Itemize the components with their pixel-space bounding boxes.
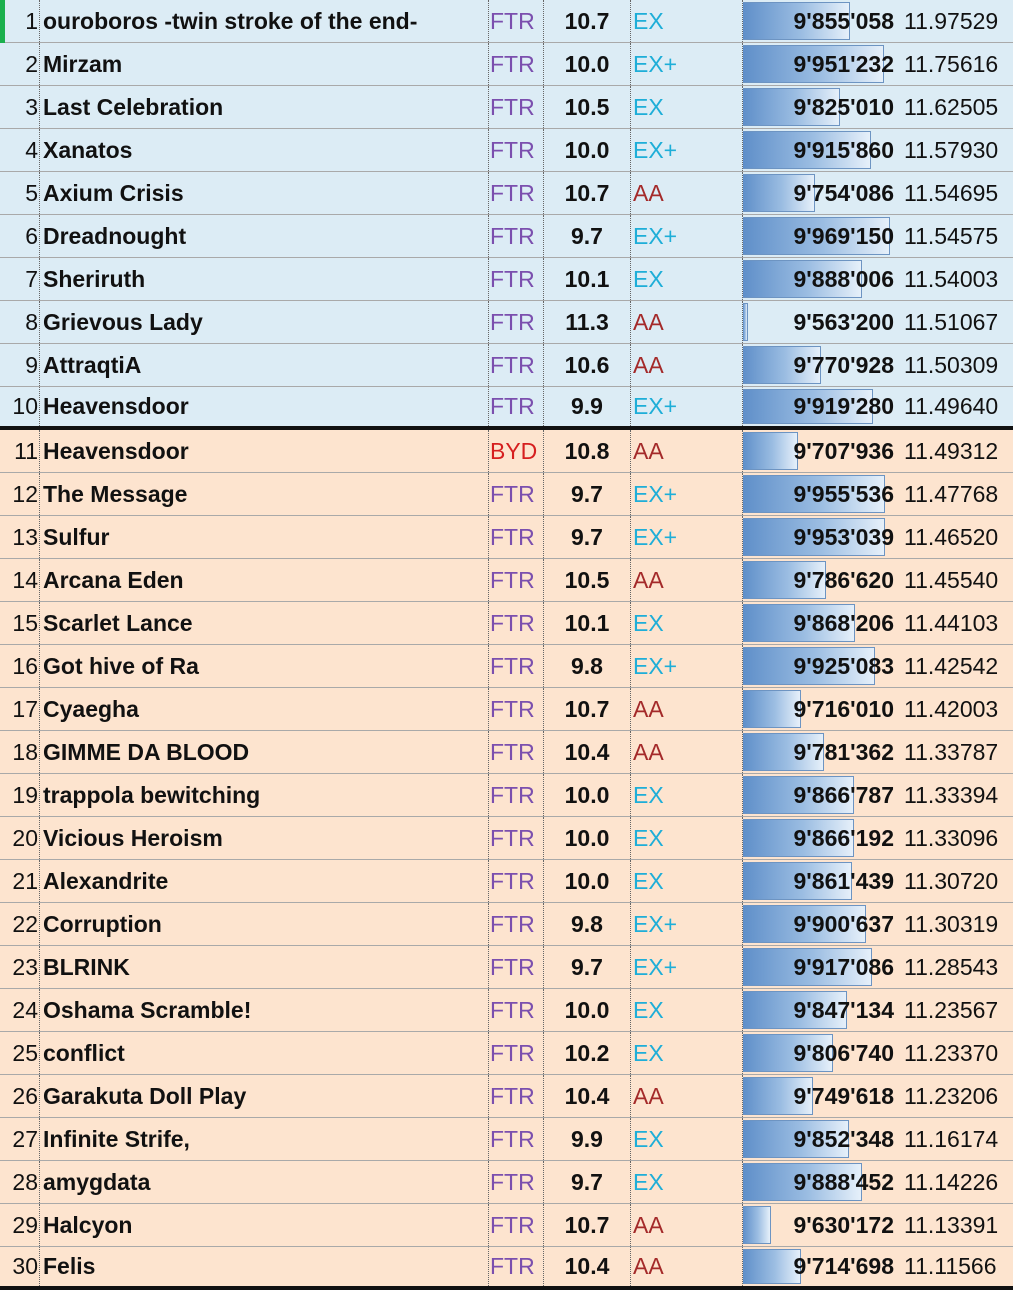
score-value: 9'630'172 <box>793 1211 894 1238</box>
difficulty-cell[interactable]: FTR <box>489 645 544 687</box>
score-databar <box>743 1206 771 1244</box>
song-title-cell[interactable]: conflict <box>40 1032 489 1074</box>
difficulty-cell[interactable]: FTR <box>489 43 544 85</box>
rank-cell[interactable]: 12 <box>0 473 40 515</box>
grade-cell[interactable]: EX <box>631 86 743 128</box>
grade-cell[interactable]: EX+ <box>631 43 743 85</box>
difficulty-cell[interactable]: FTR <box>489 387 544 426</box>
grade-cell[interactable]: EX+ <box>631 387 743 426</box>
difficulty-cell[interactable]: FTR <box>489 215 544 257</box>
grade-cell[interactable]: AA <box>631 1075 743 1117</box>
table-row[interactable] <box>0 645 1013 688</box>
potential-cell[interactable]: 11.51067 <box>904 308 999 335</box>
rank-cell[interactable]: 5 <box>0 172 40 214</box>
potential-cell[interactable]: 11.33394 <box>904 781 999 808</box>
song-title-cell[interactable]: Last Celebration <box>40 86 489 128</box>
table-row[interactable] <box>0 301 1013 344</box>
chart-constant-cell[interactable]: 10.0 <box>544 129 631 171</box>
potential-cell[interactable]: 11.97529 <box>904 7 999 34</box>
difficulty-cell[interactable]: FTR <box>489 1247 544 1286</box>
chart-constant-cell[interactable]: 10.6 <box>544 344 631 386</box>
table-row[interactable] <box>0 860 1013 903</box>
selected-cell-marker <box>0 0 5 43</box>
rank-cell[interactable]: 4 <box>0 129 40 171</box>
potential-cell[interactable]: 11.54695 <box>904 179 999 206</box>
score-value: 9'917'086 <box>793 953 894 980</box>
table-row[interactable] <box>0 731 1013 774</box>
grade-cell[interactable]: EX+ <box>631 946 743 988</box>
table-row[interactable] <box>0 0 1013 43</box>
score-cell[interactable] <box>743 1075 901 1117</box>
difficulty-cell[interactable]: FTR <box>489 1032 544 1074</box>
table-row[interactable] <box>0 1204 1013 1247</box>
score-value: 9'770'928 <box>793 351 894 378</box>
rank-cell[interactable]: 9 <box>0 344 40 386</box>
score-cell[interactable] <box>743 43 901 85</box>
grade-cell[interactable]: EX <box>631 1032 743 1074</box>
grade-cell[interactable]: EX+ <box>631 129 743 171</box>
rank-cell[interactable]: 28 <box>0 1161 40 1203</box>
difficulty-cell[interactable]: FTR <box>489 1204 544 1246</box>
difficulty-cell[interactable]: FTR <box>489 344 544 386</box>
score-cell[interactable] <box>743 817 901 859</box>
rank-cell[interactable]: 15 <box>0 602 40 644</box>
score-value: 9'888'006 <box>793 265 894 292</box>
potential-cell[interactable]: 11.42003 <box>904 695 999 722</box>
song-title-cell[interactable]: Grievous Lady <box>40 301 489 343</box>
song-title-cell[interactable]: The Message <box>40 473 489 515</box>
table-row[interactable] <box>0 817 1013 860</box>
difficulty-cell[interactable]: FTR <box>489 817 544 859</box>
score-cell[interactable] <box>743 946 901 988</box>
potential-cell[interactable]: 11.14226 <box>904 1168 999 1195</box>
table-row[interactable] <box>0 774 1013 817</box>
potential-cell[interactable]: 11.49312 <box>904 437 999 464</box>
difficulty-cell[interactable]: FTR <box>489 903 544 945</box>
chart-constant-cell[interactable]: 10.5 <box>544 86 631 128</box>
potential-cell[interactable]: 11.30319 <box>904 910 999 937</box>
difficulty-cell[interactable]: FTR <box>489 86 544 128</box>
song-title-cell[interactable]: BLRINK <box>40 946 489 988</box>
difficulty-cell[interactable]: FTR <box>489 1161 544 1203</box>
difficulty-cell[interactable]: FTR <box>489 172 544 214</box>
grade-cell[interactable]: EX+ <box>631 903 743 945</box>
song-title-cell[interactable]: AttraqtiA <box>40 344 489 386</box>
score-cell[interactable] <box>743 559 901 601</box>
rank-cell[interactable]: 3 <box>0 86 40 128</box>
table-row[interactable] <box>0 946 1013 989</box>
song-title-cell[interactable]: Axium Crisis <box>40 172 489 214</box>
grade-cell[interactable]: AA <box>631 1247 743 1286</box>
score-cell[interactable] <box>743 430 901 472</box>
song-title-cell[interactable]: Garakuta Doll Play <box>40 1075 489 1117</box>
score-value: 9'900'637 <box>793 910 894 937</box>
table-row[interactable] <box>0 1247 1013 1290</box>
song-title-cell[interactable]: Oshama Scramble! <box>40 989 489 1031</box>
grade-cell[interactable]: EX <box>631 860 743 902</box>
score-cell[interactable] <box>743 989 901 1031</box>
score-cell[interactable] <box>743 473 901 515</box>
potential-cell[interactable]: 11.49640 <box>904 393 999 419</box>
rank-cell[interactable]: 7 <box>0 258 40 300</box>
potential-cell[interactable]: 11.57930 <box>904 136 999 163</box>
score-cell[interactable] <box>743 344 901 386</box>
grade-cell[interactable]: EX <box>631 0 743 42</box>
rank-cell[interactable]: 29 <box>0 1204 40 1246</box>
song-title-cell[interactable]: Infinite Strife, <box>40 1118 489 1160</box>
rank-cell[interactable]: 26 <box>0 1075 40 1117</box>
score-cell[interactable] <box>743 645 901 687</box>
chart-constant-cell[interactable]: 9.7 <box>544 516 631 558</box>
song-title-cell[interactable]: Alexandrite <box>40 860 489 902</box>
table-row[interactable] <box>0 43 1013 86</box>
difficulty-cell[interactable]: FTR <box>489 129 544 171</box>
rank-cell[interactable]: 6 <box>0 215 40 257</box>
song-title-cell[interactable]: Vicious Heroism <box>40 817 489 859</box>
potential-cell[interactable]: 11.30720 <box>904 867 999 894</box>
song-title-cell[interactable]: Xanatos <box>40 129 489 171</box>
score-value: 9'563'200 <box>793 308 894 335</box>
chart-constant-cell[interactable]: 10.7 <box>544 688 631 730</box>
score-cell[interactable] <box>743 1118 901 1160</box>
rank-cell[interactable]: 8 <box>0 301 40 343</box>
rank-cell[interactable]: 11 <box>0 430 40 472</box>
table-row[interactable] <box>0 1118 1013 1161</box>
potential-cell[interactable]: 11.33096 <box>904 824 999 851</box>
table-row[interactable] <box>0 258 1013 301</box>
chart-constant-cell[interactable]: 10.1 <box>544 258 631 300</box>
score-value: 9'866'787 <box>793 781 894 808</box>
score-cell[interactable] <box>743 1247 901 1286</box>
rank-cell[interactable]: 10 <box>0 387 40 426</box>
song-title-cell[interactable]: Mirzam <box>40 43 489 85</box>
chart-constant-cell[interactable]: 10.2 <box>544 1032 631 1074</box>
potential-cell[interactable]: 11.54003 <box>904 265 999 292</box>
difficulty-cell[interactable]: FTR <box>489 258 544 300</box>
potential-cell[interactable]: 11.23370 <box>904 1039 999 1066</box>
score-cell[interactable] <box>743 387 901 426</box>
score-databar <box>743 303 748 341</box>
grade-cell[interactable]: AA <box>631 731 743 773</box>
rank-cell[interactable]: 2 <box>0 43 40 85</box>
song-title-cell[interactable]: Dreadnought <box>40 215 489 257</box>
rank-cell[interactable]: 19 <box>0 774 40 816</box>
potential-cell[interactable]: 11.44103 <box>904 609 999 636</box>
score-databar <box>743 690 801 728</box>
score-cell[interactable] <box>743 1204 901 1246</box>
song-title-cell[interactable]: Scarlet Lance <box>40 602 489 644</box>
score-cell[interactable] <box>743 129 901 171</box>
difficulty-cell[interactable]: FTR <box>489 602 544 644</box>
grade-cell[interactable]: EX+ <box>631 516 743 558</box>
table-row[interactable] <box>0 473 1013 516</box>
score-cell[interactable] <box>743 172 901 214</box>
rank-cell[interactable]: 30 <box>0 1247 40 1286</box>
chart-constant-cell[interactable]: 9.7 <box>544 946 631 988</box>
chart-constant-cell[interactable]: 9.8 <box>544 903 631 945</box>
chart-constant-cell[interactable]: 10.7 <box>544 0 631 42</box>
score-cell[interactable] <box>743 301 901 343</box>
score-value: 9'806'740 <box>793 1039 894 1066</box>
score-value: 9'707'936 <box>793 437 894 464</box>
difficulty-cell[interactable]: FTR <box>489 516 544 558</box>
rank-cell[interactable]: 13 <box>0 516 40 558</box>
difficulty-cell[interactable]: FTR <box>489 731 544 773</box>
score-cell[interactable] <box>743 774 901 816</box>
table-row[interactable] <box>0 344 1013 387</box>
rank-cell[interactable]: 22 <box>0 903 40 945</box>
score-cell[interactable] <box>743 688 901 730</box>
difficulty-cell[interactable]: FTR <box>489 0 544 42</box>
difficulty-cell[interactable]: FTR <box>489 688 544 730</box>
chart-constant-cell[interactable]: 10.7 <box>544 1204 631 1246</box>
potential-cell[interactable]: 11.50309 <box>904 351 999 378</box>
table-row[interactable] <box>0 903 1013 946</box>
table-row[interactable] <box>0 172 1013 215</box>
grade-cell[interactable]: EX+ <box>631 473 743 515</box>
song-title-cell[interactable]: Felis <box>40 1247 489 1286</box>
chart-constant-cell[interactable]: 10.8 <box>544 430 631 472</box>
score-value: 9'847'134 <box>793 996 894 1023</box>
difficulty-cell[interactable]: FTR <box>489 989 544 1031</box>
chart-constant-cell[interactable]: 10.1 <box>544 602 631 644</box>
score-value: 9'953'039 <box>793 523 894 550</box>
score-value: 9'919'280 <box>793 393 894 419</box>
table-row[interactable] <box>0 559 1013 602</box>
song-title-cell[interactable]: Heavensdoor <box>40 430 489 472</box>
score-cell[interactable] <box>743 1032 901 1074</box>
score-cell[interactable] <box>743 516 901 558</box>
song-title-cell[interactable]: Sulfur <box>40 516 489 558</box>
grade-cell[interactable]: EX <box>631 817 743 859</box>
score-value: 9'955'536 <box>793 480 894 507</box>
chart-constant-cell[interactable]: 10.0 <box>544 989 631 1031</box>
grade-cell[interactable]: AA <box>631 430 743 472</box>
potential-cell[interactable]: 11.62505 <box>904 93 999 120</box>
song-title-cell[interactable]: trappola bewitching <box>40 774 489 816</box>
score-databar <box>743 1249 801 1284</box>
potential-cell[interactable]: 11.54575 <box>904 222 999 249</box>
score-value: 9'925'083 <box>793 652 894 679</box>
table-row[interactable] <box>0 86 1013 129</box>
rank-cell[interactable]: 25 <box>0 1032 40 1074</box>
grade-cell[interactable]: EX+ <box>631 215 743 257</box>
chart-constant-cell[interactable]: 11.3 <box>544 301 631 343</box>
score-value: 9'951'232 <box>793 50 894 77</box>
score-cell[interactable] <box>743 731 901 773</box>
chart-constant-cell[interactable]: 10.7 <box>544 172 631 214</box>
score-value: 9'852'348 <box>793 1125 894 1152</box>
potential-cell[interactable]: 11.47768 <box>904 480 999 507</box>
score-value: 9'888'452 <box>793 1168 894 1195</box>
song-title-cell[interactable]: Got hive of Ra <box>40 645 489 687</box>
chart-constant-cell[interactable]: 9.9 <box>544 387 631 426</box>
rank-cell[interactable]: 23 <box>0 946 40 988</box>
score-databar <box>743 432 798 470</box>
chart-constant-cell[interactable]: 9.7 <box>544 1161 631 1203</box>
score-cell[interactable] <box>743 903 901 945</box>
chart-constant-cell[interactable]: 9.7 <box>544 473 631 515</box>
grade-cell[interactable]: AA <box>631 688 743 730</box>
difficulty-cell[interactable]: FTR <box>489 774 544 816</box>
score-value: 9'915'860 <box>793 136 894 163</box>
difficulty-cell[interactable]: FTR <box>489 1075 544 1117</box>
chart-constant-cell[interactable]: 10.0 <box>544 860 631 902</box>
difficulty-cell[interactable]: FTR <box>489 301 544 343</box>
score-value: 9'716'010 <box>793 695 894 722</box>
rank-cell[interactable]: 1 <box>0 0 40 42</box>
grade-cell[interactable]: EX <box>631 258 743 300</box>
table-row[interactable] <box>0 1161 1013 1204</box>
score-value: 9'714'698 <box>793 1253 894 1279</box>
potential-cell[interactable]: 11.46520 <box>904 523 999 550</box>
potential-cell[interactable]: 11.23567 <box>904 996 999 1023</box>
song-title-cell[interactable]: amygdata <box>40 1161 489 1203</box>
song-title-cell[interactable]: Heavensdoor <box>40 387 489 426</box>
score-value: 9'969'150 <box>793 222 894 249</box>
potential-cell[interactable]: 11.28543 <box>904 953 999 980</box>
song-title-cell[interactable]: ouroboros -twin stroke of the end- <box>40 0 489 42</box>
song-title-cell[interactable]: Cyaegha <box>40 688 489 730</box>
song-title-cell[interactable]: Halcyon <box>40 1204 489 1246</box>
grade-cell[interactable]: AA <box>631 559 743 601</box>
table-row[interactable] <box>0 215 1013 258</box>
score-cell[interactable] <box>743 215 901 257</box>
potential-cell[interactable]: 11.45540 <box>904 566 999 593</box>
chart-constant-cell[interactable]: 10.0 <box>544 43 631 85</box>
table-row[interactable] <box>0 602 1013 645</box>
difficulty-cell[interactable]: BYD <box>489 430 544 472</box>
difficulty-cell[interactable]: FTR <box>489 1118 544 1160</box>
difficulty-cell[interactable]: FTR <box>489 559 544 601</box>
rank-cell[interactable]: 18 <box>0 731 40 773</box>
chart-constant-cell[interactable]: 10.4 <box>544 1075 631 1117</box>
grade-cell[interactable]: AA <box>631 172 743 214</box>
song-title-cell[interactable]: Sheriruth <box>40 258 489 300</box>
grade-cell[interactable]: EX <box>631 774 743 816</box>
grade-cell[interactable]: EX+ <box>631 645 743 687</box>
chart-constant-cell[interactable]: 9.9 <box>544 1118 631 1160</box>
table-row[interactable] <box>0 989 1013 1032</box>
table-row[interactable] <box>0 129 1013 172</box>
grade-cell[interactable]: EX <box>631 1161 743 1203</box>
score-value: 9'786'620 <box>793 566 894 593</box>
song-title-cell[interactable]: Arcana Eden <box>40 559 489 601</box>
score-value: 9'749'618 <box>793 1082 894 1109</box>
rank-cell[interactable]: 17 <box>0 688 40 730</box>
song-title-cell[interactable]: GIMME DA BLOOD <box>40 731 489 773</box>
table-row[interactable] <box>0 688 1013 731</box>
chart-constant-cell[interactable]: 10.0 <box>544 817 631 859</box>
grade-cell[interactable]: AA <box>631 1204 743 1246</box>
potential-cell[interactable]: 11.33787 <box>904 738 999 765</box>
potential-cell[interactable]: 11.13391 <box>904 1211 999 1238</box>
score-value: 9'855'058 <box>793 7 894 34</box>
table-row[interactable] <box>0 430 1013 473</box>
potential-cell[interactable]: 11.16174 <box>904 1125 999 1152</box>
chart-constant-cell[interactable]: 10.4 <box>544 731 631 773</box>
score-cell[interactable] <box>743 1161 901 1203</box>
grade-cell[interactable]: EX <box>631 1118 743 1160</box>
rank-cell[interactable]: 21 <box>0 860 40 902</box>
grade-cell[interactable]: EX <box>631 602 743 644</box>
score-cell[interactable] <box>743 860 901 902</box>
rank-cell[interactable]: 16 <box>0 645 40 687</box>
score-value: 9'754'086 <box>793 179 894 206</box>
table-row[interactable] <box>0 1075 1013 1118</box>
table-row[interactable] <box>0 387 1013 430</box>
chart-constant-cell[interactable]: 10.5 <box>544 559 631 601</box>
rank-cell[interactable]: 20 <box>0 817 40 859</box>
potential-cell[interactable]: 11.75616 <box>904 50 999 77</box>
table-row[interactable] <box>0 1032 1013 1075</box>
song-title-cell[interactable]: Corruption <box>40 903 489 945</box>
chart-constant-cell[interactable]: 9.8 <box>544 645 631 687</box>
score-value: 9'781'362 <box>793 738 894 765</box>
difficulty-cell[interactable]: FTR <box>489 946 544 988</box>
score-value: 9'868'206 <box>793 609 894 636</box>
difficulty-cell[interactable]: FTR <box>489 473 544 515</box>
score-value: 9'825'010 <box>793 93 894 120</box>
chart-constant-cell[interactable]: 10.0 <box>544 774 631 816</box>
potential-cell[interactable]: 11.42542 <box>904 652 999 679</box>
rank-cell[interactable]: 14 <box>0 559 40 601</box>
grade-cell[interactable]: AA <box>631 301 743 343</box>
score-value: 9'866'192 <box>793 824 894 851</box>
score-cell[interactable] <box>743 86 901 128</box>
score-value: 9'861'439 <box>793 867 894 894</box>
potential-cell[interactable]: 11.11566 <box>904 1253 997 1279</box>
chart-constant-cell[interactable]: 10.4 <box>544 1247 631 1286</box>
table-row[interactable] <box>0 516 1013 559</box>
potential-cell[interactable]: 11.23206 <box>904 1082 999 1109</box>
score-cell[interactable] <box>743 602 901 644</box>
rank-cell[interactable]: 27 <box>0 1118 40 1160</box>
grade-cell[interactable]: AA <box>631 344 743 386</box>
rank-cell[interactable]: 24 <box>0 989 40 1031</box>
chart-constant-cell[interactable]: 9.7 <box>544 215 631 257</box>
difficulty-cell[interactable]: FTR <box>489 860 544 902</box>
score-cell[interactable] <box>743 0 901 42</box>
grade-cell[interactable]: EX <box>631 989 743 1031</box>
score-cell[interactable] <box>743 258 901 300</box>
